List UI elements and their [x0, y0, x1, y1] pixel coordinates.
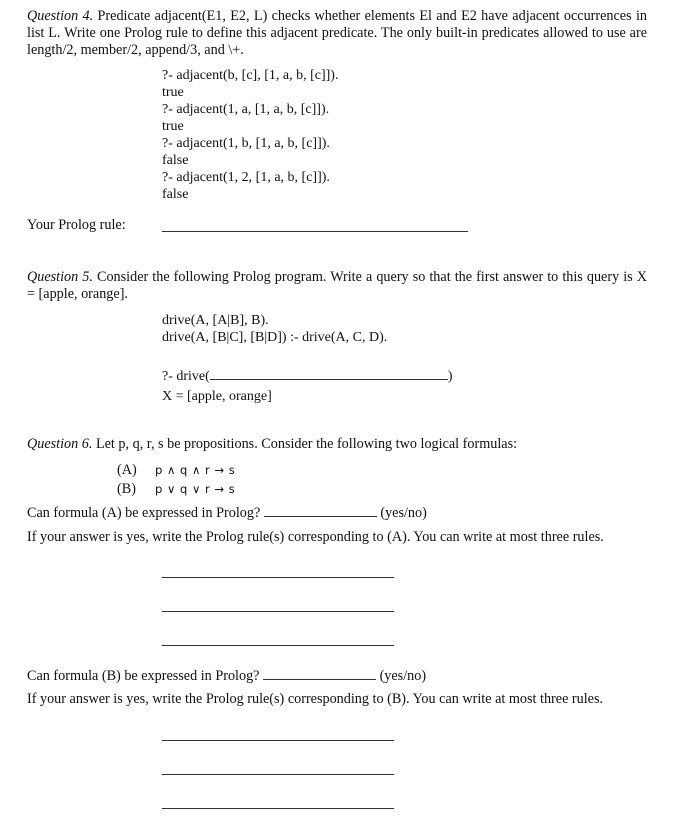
formula-b-yes-no-blank[interactable]	[263, 667, 376, 680]
question-4-examples	[162, 67, 338, 203]
formula-a-rules-instruction: If your answer is yes, write the Prolog rule(s) corresponding to (A). You can write at most three rules.	[27, 529, 604, 545]
program-line: drive(A, [B|C], [B|D]) :- drive(A, C, D).	[162, 330, 388, 345]
question-5-program	[162, 312, 387, 346]
formula-a-question	[27, 504, 427, 522]
formula-a-rule-line-1[interactable]	[162, 577, 394, 578]
question-6-body: Let p, q, r, s be propositions. Consider the following two logical formulas:	[92, 436, 518, 452]
example-line: false	[162, 187, 189, 202]
formula-b-question	[27, 667, 426, 685]
question-6-label: Question 6.	[27, 436, 93, 452]
question-4-label: Question 4.	[27, 8, 94, 24]
formula-b-question-text: Can formula (B) be expressed in Prolog?	[27, 668, 260, 684]
question-6-text	[27, 436, 647, 453]
formula-a-yes-no-blank[interactable]	[264, 504, 377, 517]
formula-a-yes-no-hint: (yes/no)	[376, 505, 427, 521]
example-line: false	[162, 153, 189, 168]
example-line: true	[162, 85, 184, 100]
query-answer: X = [apple, orange]	[162, 389, 272, 404]
formula-a-label: (A)	[117, 462, 137, 478]
prolog-rule-label: Your Prolog rule:	[27, 217, 126, 233]
formula-a	[117, 462, 235, 479]
formula-b-rules-instruction: If your answer is yes, write the Prolog rule(s) corresponding to (B). You can write at most three rules.	[27, 691, 604, 707]
formula-a-rule-line-3[interactable]	[162, 645, 394, 646]
formula-b-rule-line-3[interactable]	[162, 808, 394, 809]
example-line: ?- adjacent(1, 2, [1, a, b, [c]]).	[162, 170, 330, 185]
formula-a-question-text: Can formula (A) be expressed in Prolog?	[27, 505, 261, 521]
question-5-body: Consider the following Prolog program. Write a query so that the first answer to this query is X = [apple, orange].	[27, 269, 647, 302]
prolog-rule-answer-line[interactable]	[162, 231, 468, 232]
example-line: ?- adjacent(b, [c], [1, a, b, [c]]).	[162, 68, 339, 83]
query-prefix: ?- drive(	[162, 369, 210, 384]
formula-b	[117, 481, 235, 498]
question-4-text	[27, 8, 647, 59]
formula-b-yes-no-hint: (yes/no)	[376, 668, 427, 684]
formula-a-rule-line-2[interactable]	[162, 611, 394, 612]
question-4-body: Predicate adjacent(E1, E2, L) checks whether elements El and E2 have adjacent occurrences in list L. Write one Prolog rule to define this adjacent predicate. The only built-in predicates allowed to use are length/2, member/2, append/3, and \+.	[27, 8, 647, 58]
example-line: ?- adjacent(1, a, [1, a, b, [c]]).	[162, 102, 330, 117]
question-5-label: Question 5.	[27, 269, 93, 285]
query-answer-blank[interactable]	[210, 367, 448, 380]
query-suffix: )	[447, 369, 453, 384]
formula-a-expr: p ∧ q ∧ r → s	[155, 463, 236, 477]
query-line	[162, 367, 452, 385]
question-5-text	[27, 269, 647, 303]
formula-b-rule-line-1[interactable]	[162, 740, 394, 741]
formula-b-rule-line-2[interactable]	[162, 774, 394, 775]
example-line: ?- adjacent(1, b, [1, a, b, [c]]).	[162, 136, 330, 151]
formula-b-expr: p ∨ q ∨ r → s	[155, 482, 236, 496]
program-line: drive(A, [A|B], B).	[162, 313, 269, 328]
formula-b-label: (B)	[117, 481, 136, 497]
example-line: true	[162, 119, 184, 134]
